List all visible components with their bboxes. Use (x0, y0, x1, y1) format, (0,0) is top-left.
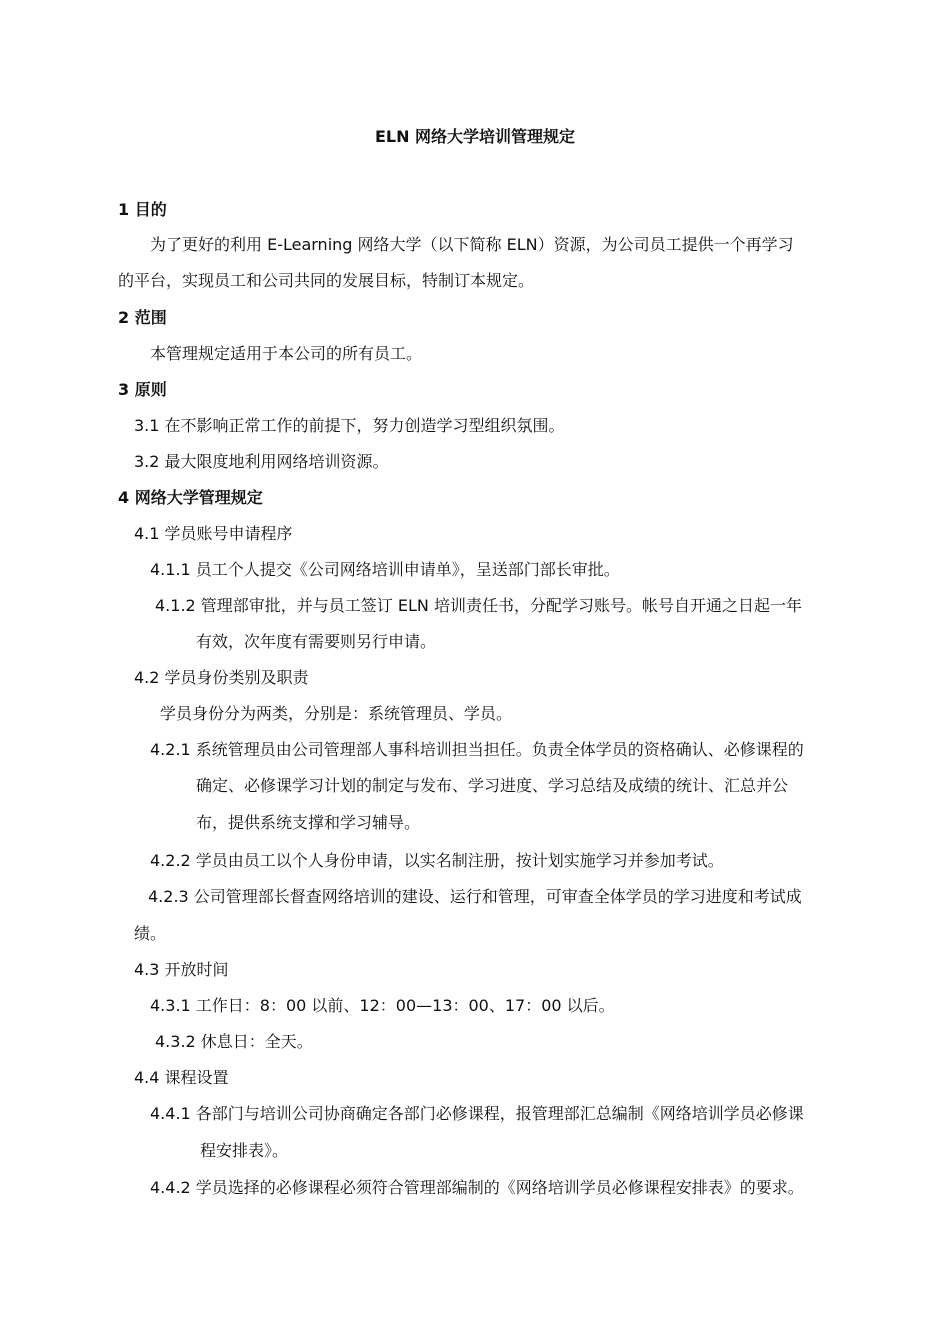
paragraph-line: 为了更好的利用 E-Learning 网络大学（以下简称 ELN）资源，为公司员工提供一个再学习 (150, 235, 794, 254)
paragraph-line: 的平台，实现员工和公司共同的发展目标，特制订本规定。 (118, 271, 535, 290)
subsection-heading: 4.3 开放时间 (134, 960, 229, 979)
paragraph-line: 4.2.3 公司管理部长督查网络培训的建设、运行和管理，可审查全体学员的学习进度和考试成 (148, 887, 802, 906)
document-title: ELN 网络大学培训管理规定 (374, 127, 576, 146)
section-heading-principles: 3 原则 (118, 380, 167, 399)
paragraph-line: 3.2 最大限度地利用网络培训资源。 (134, 452, 389, 471)
paragraph-line: 4.4.2 学员选择的必修课程必须符合管理部编制的《网络培训学员必修课程安排表》的要求。 (150, 1178, 804, 1197)
paragraph-line: 4.3.1 工作日：8：00 以前、12：00—13：00、17：00 以后。 (150, 996, 615, 1015)
paragraph-line: 有效，次年度有需要则另行申请。 (196, 632, 437, 651)
section-heading-management: 4 网络大学管理规定 (118, 488, 263, 507)
paragraph-line: 程安排表》。 (200, 1141, 289, 1160)
subsection-heading: 4.2 学员身份类别及职责 (134, 668, 309, 687)
paragraph-line: 4.1.1 员工个人提交《公司网络培训申请单》，呈送部门部长审批。 (150, 560, 620, 579)
paragraph-line: 4.4.1 各部门与培训公司协商确定各部门必修课程，报管理部汇总编制《网络培训学员必修课 (150, 1104, 804, 1123)
paragraph-line: 4.3.2 休息日：全天。 (155, 1032, 313, 1051)
section-heading-purpose: 1 目的 (118, 200, 167, 219)
paragraph-line: 绩。 (134, 924, 167, 943)
paragraph-line: 本管理规定适用于本公司的所有员工。 (150, 344, 423, 363)
paragraph-line: 4.2.1 系统管理员由公司管理部人事科培训担当担任。负责全体学员的资格确认、必修课程的 (150, 740, 804, 759)
subsection-heading: 4.1 学员账号申请程序 (134, 524, 293, 543)
subsection-heading: 4.4 课程设置 (134, 1068, 229, 1087)
paragraph-line: 学员身份分为两类，分别是：系统管理员、学员。 (160, 704, 513, 723)
section-heading-scope: 2 范围 (118, 308, 167, 327)
paragraph-line: 布，提供系统支撑和学习辅导。 (196, 813, 421, 832)
paragraph-line: 3.1 在不影响正常工作的前提下，努力创造学习型组织氛围。 (134, 416, 565, 435)
paragraph-line: 确定、必修课学习计划的制定与发布、学习进度、学习总结及成绩的统计、汇总并公 (196, 776, 789, 795)
paragraph-line: 4.2.2 学员由员工以个人身份申请，以实名制注册，按计划实施学习并参加考试。 (150, 851, 724, 870)
paragraph-line: 4.1.2 管理部审批，并与员工签订 ELN 培训责任书，分配学习账号。帐号自开通之日起一年 (155, 596, 802, 615)
